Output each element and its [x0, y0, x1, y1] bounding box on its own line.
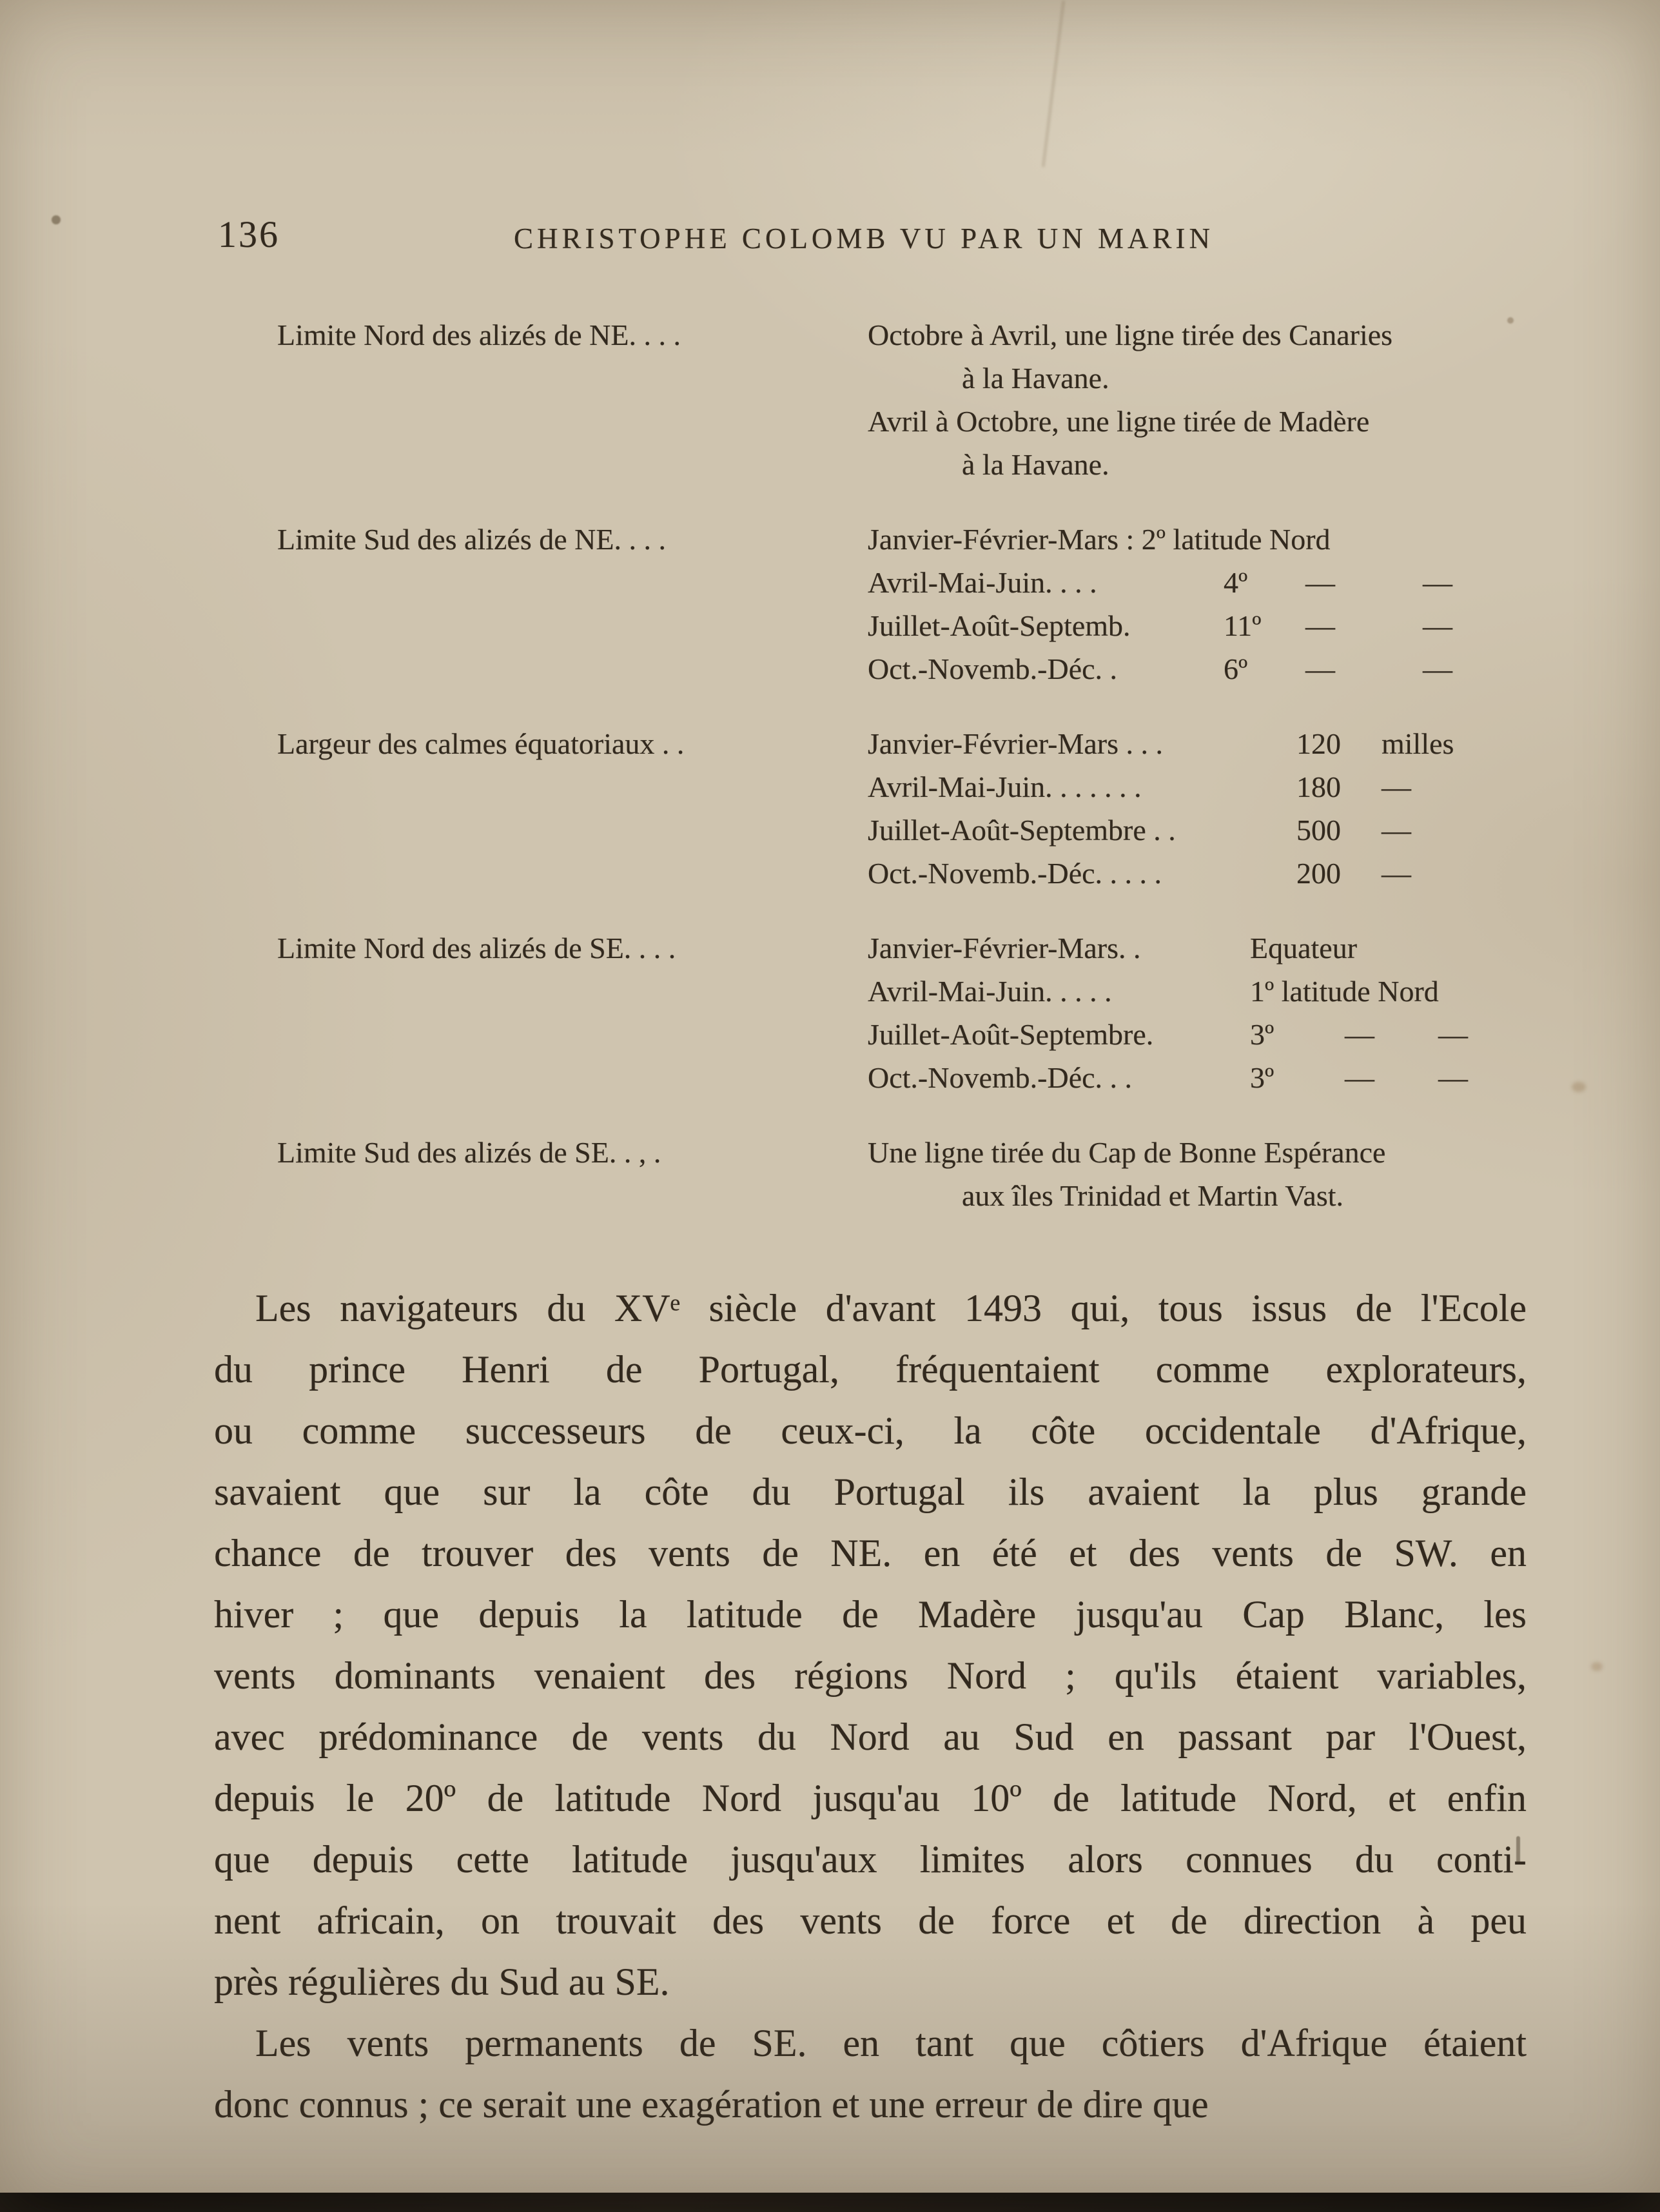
table-line-part: — [1305, 652, 1335, 685]
table-line [868, 400, 1550, 443]
table-line-part: 200 [1296, 857, 1341, 890]
table-line-part: 500 [1296, 814, 1341, 847]
table-line-part: — [1423, 566, 1452, 599]
table-line [868, 561, 1550, 604]
table-line [868, 443, 1550, 486]
table-line-part: 4º [1224, 566, 1248, 599]
paragraph-line: Les navigateurs du XVᵉ siècle d'avant 1493 qui, tous issus de l'Ecole [255, 1287, 1527, 1329]
paragraph-line: du prince Henri de Portugal, fréquentaient comme explorateurs, [214, 1348, 1527, 1391]
table-line-part: — [1345, 1018, 1374, 1051]
table-line [868, 970, 1550, 1013]
table-line-part: — [1423, 609, 1452, 642]
paragraph-line: près régulières du Sud au SE. [214, 1961, 670, 2003]
table-line-part: Oct.-Novemb.-Déc. . [868, 652, 1118, 685]
entry-label: Limite Sud des alizés de SE. . , . [277, 1136, 661, 1169]
paper-stain [1572, 1082, 1586, 1092]
table-line-part: 120 [1296, 727, 1341, 760]
table-line-part: Juillet-Août-Septemb. [868, 609, 1131, 642]
table-line [868, 357, 1550, 400]
paper-stain [1591, 1662, 1603, 1671]
table-line [868, 1056, 1550, 1099]
table-line-part: Oct.-Novemb.-Déc. . . [868, 1061, 1133, 1094]
page-number: 136 [218, 213, 280, 255]
entry-values [868, 926, 1550, 1099]
page-header [0, 0, 1660, 303]
table-line-part: — [1305, 566, 1335, 599]
entry-label: Limite Nord des alizés de NE. . . . [277, 318, 681, 351]
table-entry [277, 518, 1550, 690]
paragraph-line: chance de trouver des vents de NE. en été et des vents de SW. en [214, 1532, 1527, 1574]
entry-values [868, 722, 1550, 895]
table-line [868, 722, 1550, 765]
table-line [868, 808, 1550, 852]
paragraph-line: depuis le 20º de latitude Nord jusqu'au 10º de latitude Nord, et enfin [214, 1777, 1527, 1819]
table-line-part: 3º [1250, 1061, 1274, 1094]
paragraph-line: avec prédominance de vents du Nord au Sud en passant par l'Ouest, [214, 1716, 1527, 1758]
trade-winds-table [277, 313, 1550, 1249]
paragraph-line: nent africain, on trouvait des vents de force et de direction à peu [214, 1899, 1527, 1942]
running-title: CHRISTOPHE COLOMB VU PAR UN MARIN [513, 222, 1215, 255]
paragraph-line: donc connus ; ce serait une exagération et une erreur de dire que [214, 2083, 1209, 2126]
table-line-part: Janvier-Février-Mars . . . [868, 727, 1164, 760]
table-line-part: Avril-Mai-Juin. . . . . [868, 975, 1112, 1008]
paragraph [214, 1278, 1527, 2013]
table-line-part: — [1382, 857, 1411, 890]
table-line-part: Juillet-Août-Septembre . . [868, 814, 1176, 847]
table-line-part: — [1345, 1061, 1374, 1094]
entry-label: Limite Nord des alizés de SE. . . . [277, 932, 676, 964]
table-entry [277, 722, 1550, 895]
table-line-part: à la Havane. [962, 448, 1109, 481]
table-entry [277, 1131, 1550, 1217]
table-line-part: Janvier-Février-Mars : 2º latitude Nord [868, 523, 1331, 556]
table-line [868, 604, 1550, 647]
paragraph-line: que depuis cette latitude jusqu'aux limites alors connues du conti- [214, 1838, 1527, 1881]
table-line-part: Janvier-Février-Mars. . [868, 932, 1141, 964]
paragraph-line: vents dominants venaient des régions Nord ; qu'ils étaient variables, [214, 1654, 1527, 1697]
table-line [868, 1013, 1550, 1056]
entry-values [868, 518, 1550, 690]
table-line-part: Une ligne tirée du Cap de Bonne Espérance [868, 1136, 1386, 1169]
entry-values [868, 313, 1550, 486]
table-entry [277, 313, 1550, 486]
entry-values [868, 1131, 1550, 1217]
table-line [868, 852, 1550, 895]
table-line-part: milles [1382, 727, 1454, 760]
table-line-part: 1º latitude Nord [1250, 975, 1439, 1008]
table-line-part: à la Havane. [962, 362, 1109, 395]
paragraph [214, 2013, 1527, 2135]
table-line [868, 1174, 1550, 1217]
table-line-part: 3º [1250, 1018, 1274, 1051]
table-line [868, 765, 1550, 808]
table-line-part: Juillet-Août-Septembre. [868, 1018, 1154, 1051]
table-line-part: Oct.-Novemb.-Déc. . . . . [868, 857, 1162, 890]
table-line [868, 1131, 1550, 1174]
table-line [868, 926, 1550, 970]
table-line-part: 11º [1224, 609, 1262, 642]
table-line-part: — [1438, 1061, 1468, 1094]
table-line [868, 313, 1550, 357]
scan-edge [0, 2193, 1660, 2212]
table-line-part: 6º [1224, 652, 1248, 685]
table-line [868, 647, 1550, 690]
table-line-part: — [1305, 609, 1335, 642]
table-line-part: Avril-Mai-Juin. . . . . . . [868, 770, 1142, 803]
body-text [214, 1278, 1527, 2135]
paragraph-line: Les vents permanents de SE. en tant que côtiers d'Afrique étaient [255, 2022, 1527, 2064]
table-line-part: aux îles Trinidad et Martin Vast. [962, 1179, 1344, 1212]
table-line-part: Avril à Octobre, une ligne tirée de Madère [868, 405, 1370, 438]
paragraph-line: hiver ; que depuis la latitude de Madère jusqu'au Cap Blanc, les [214, 1593, 1527, 1636]
table-line-part: — [1438, 1018, 1468, 1051]
table-entry [277, 926, 1550, 1099]
table-line-part: — [1423, 652, 1452, 685]
table-line-part: Octobre à Avril, une ligne tirée des Canaries [868, 318, 1393, 351]
table-line-part: Avril-Mai-Juin. . . . [868, 566, 1097, 599]
table-line-part: Equateur [1250, 932, 1358, 964]
entry-label: Limite Sud des alizés de NE. . . . [277, 523, 666, 556]
table-line-part: 180 [1296, 770, 1341, 803]
table-line [868, 518, 1550, 561]
paragraph-line: savaient que sur la côte du Portugal ils avaient la plus grande [214, 1471, 1527, 1513]
table-line-part: — [1382, 814, 1411, 847]
entry-label: Largeur des calmes équatoriaux . . [277, 727, 685, 760]
paragraph-line: ou comme successeurs de ceux-ci, la côte occidentale d'Afrique, [214, 1409, 1527, 1452]
table-line-part: — [1382, 770, 1411, 803]
